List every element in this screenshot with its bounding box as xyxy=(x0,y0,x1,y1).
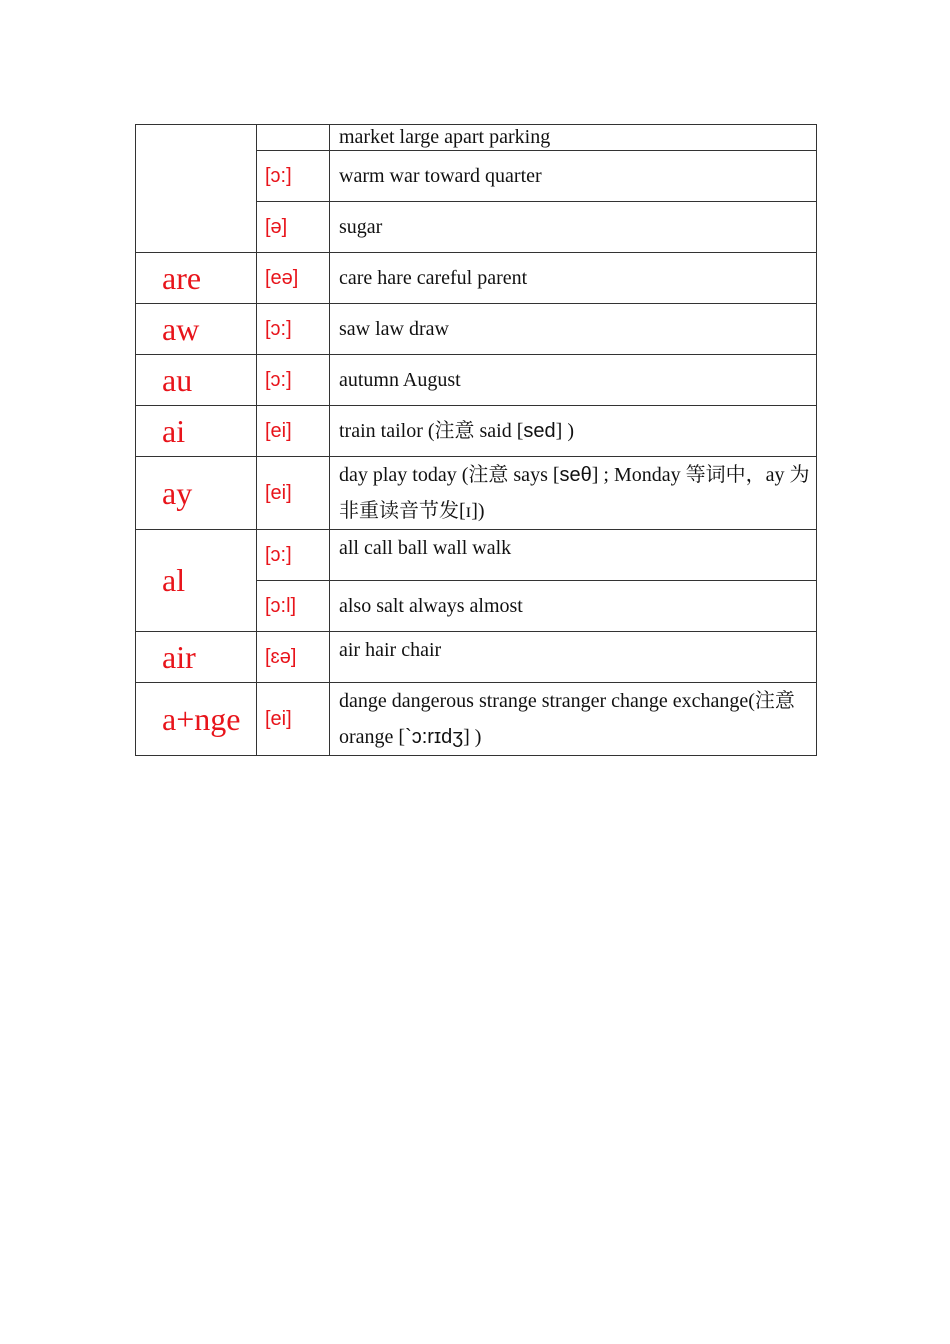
words-text: ] ) xyxy=(555,420,574,442)
example-words: warm war toward quarter xyxy=(330,151,817,202)
example-words: autumn August xyxy=(330,355,817,406)
letter-combination: ay xyxy=(136,457,257,530)
letter-combination: a+nge xyxy=(136,683,257,756)
note-ipa: seθ xyxy=(559,464,592,486)
note-ipa: sed xyxy=(523,420,556,442)
ipa-cell: [ə] xyxy=(257,202,330,253)
letter-combination: al xyxy=(136,530,257,632)
table-row xyxy=(136,253,817,304)
table-row xyxy=(136,683,817,756)
example-words xyxy=(330,406,817,457)
words-text: day play today (注意 says [ xyxy=(339,464,560,486)
ipa-cell: [eə] xyxy=(257,253,330,304)
example-words: market large apart parking xyxy=(330,125,817,151)
letter-combination: are xyxy=(136,253,257,304)
table-row xyxy=(136,457,817,530)
example-words: sugar xyxy=(330,202,817,253)
ipa-cell: [ɔ:] xyxy=(257,355,330,406)
ipa-cell xyxy=(257,125,330,151)
letter-combination: au xyxy=(136,355,257,406)
example-words xyxy=(330,457,817,530)
ipa-cell: [ɔ:] xyxy=(257,151,330,202)
table-row xyxy=(136,406,817,457)
ipa-cell: [ei] xyxy=(257,406,330,457)
words-text: ] ) xyxy=(463,726,482,748)
example-words: air hair chair xyxy=(330,632,817,683)
example-words: all call ball wall walk xyxy=(330,530,817,581)
table-row xyxy=(136,632,817,683)
letter-combination: aw xyxy=(136,304,257,355)
ipa-cell: [ɔ:] xyxy=(257,304,330,355)
words-text: dange dangerous strange stranger change exchange(注意 orange [ xyxy=(339,690,795,748)
letter-combination: air xyxy=(136,632,257,683)
ipa-cell: [ɔ:] xyxy=(257,530,330,581)
note-ipa: `ɔ:rɪdʒ xyxy=(405,726,464,748)
letter-cell-empty xyxy=(136,125,257,253)
words-text: train tailor (注意 said [ xyxy=(339,420,524,442)
example-words: saw law draw xyxy=(330,304,817,355)
example-words: care hare careful parent xyxy=(330,253,817,304)
ipa-cell: [ɔ:l] xyxy=(257,581,330,632)
table-row xyxy=(136,125,817,151)
example-words xyxy=(330,683,817,756)
example-words: also salt always almost xyxy=(330,581,817,632)
table-row xyxy=(136,304,817,355)
ipa-cell: [ɛə] xyxy=(257,632,330,683)
table-row xyxy=(136,355,817,406)
letter-combination: ai xyxy=(136,406,257,457)
ipa-cell: [ei] xyxy=(257,683,330,756)
ipa-cell: [ei] xyxy=(257,457,330,530)
table-row xyxy=(136,530,817,581)
words-text: ] ; Monday 等词中，ay 为非重读音节发[ɪ]) xyxy=(339,464,810,522)
phonics-table xyxy=(135,124,817,756)
